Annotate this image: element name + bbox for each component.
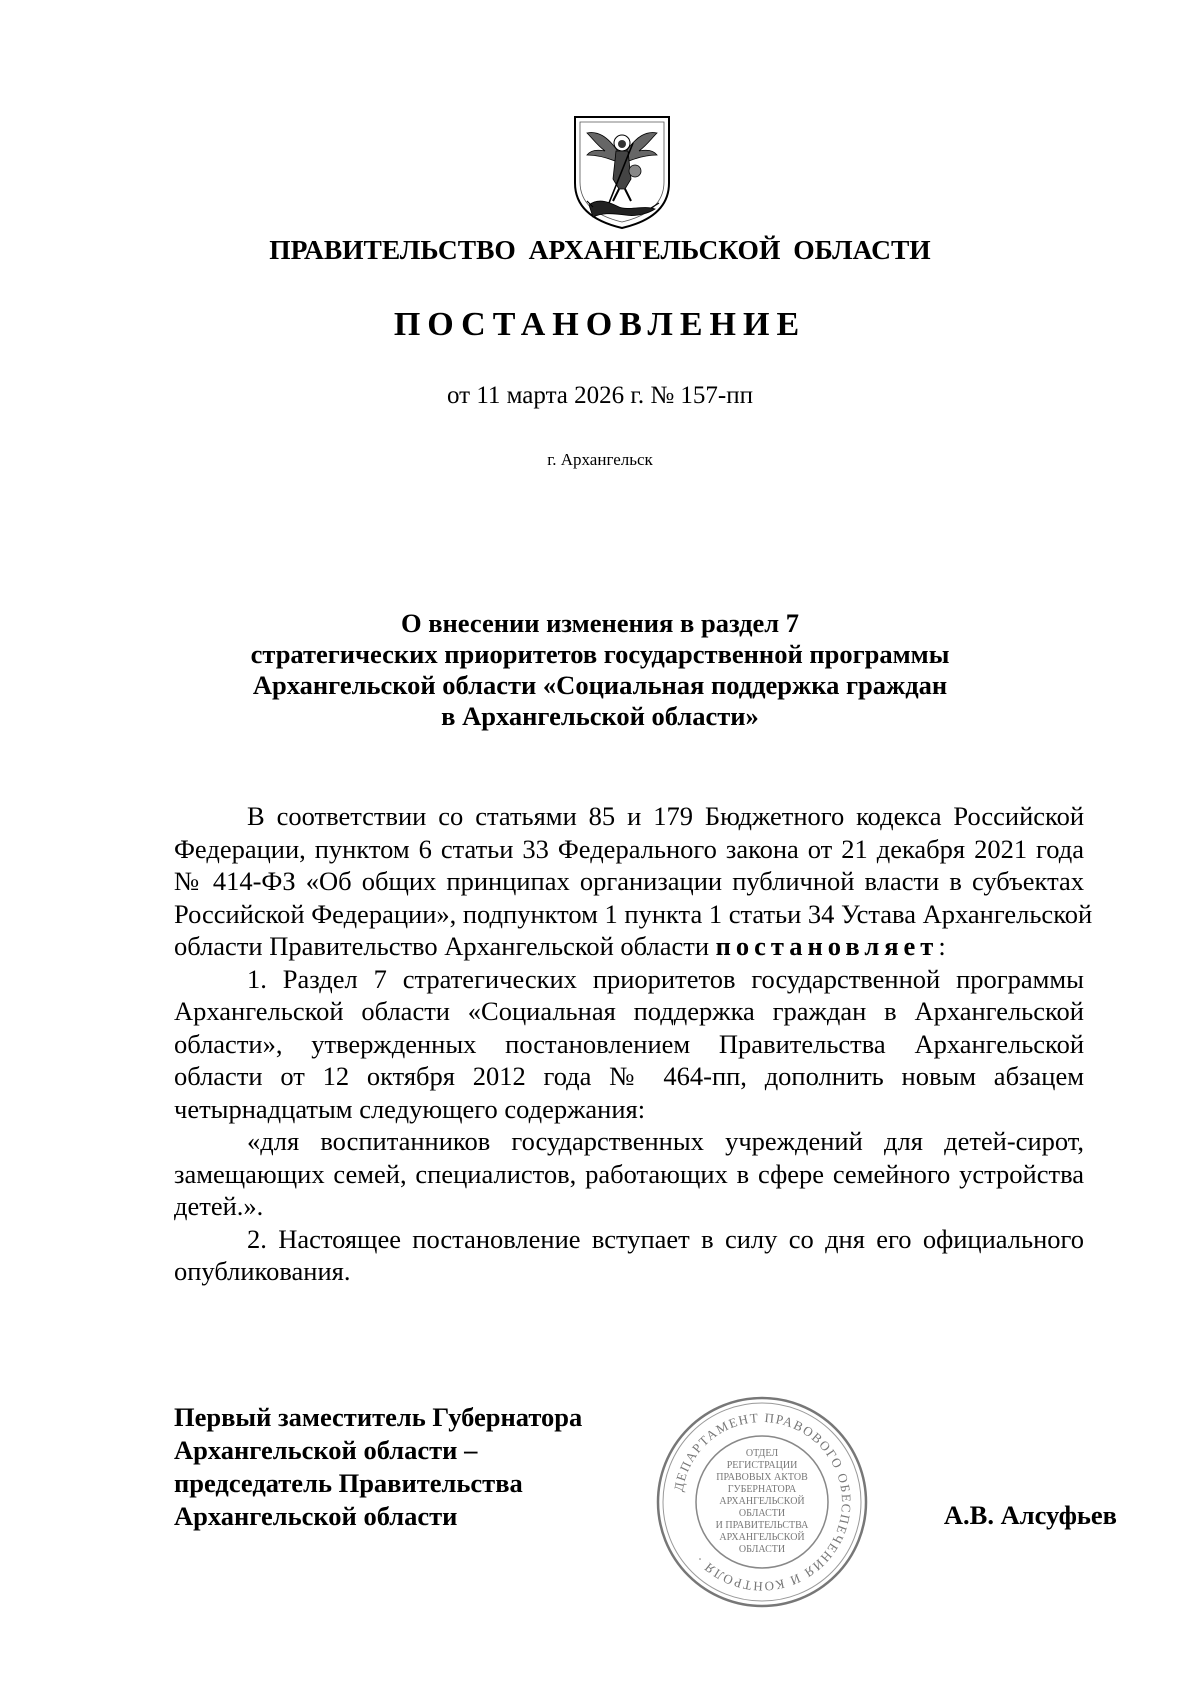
document-type-title: ПОСТАНОВЛЕНИЕ bbox=[393, 306, 807, 343]
signatory-position-line: Первый заместитель Губернатора bbox=[174, 1402, 583, 1432]
body-line: В соответствии со статьями 85 и 179 Бюджетного кодекса Российской bbox=[247, 801, 1084, 831]
body-line: Архангельской области «Социальная поддержка граждан в Архангельской bbox=[174, 996, 1084, 1026]
subject-line: Архангельской области «Социальная поддержка граждан bbox=[252, 670, 948, 700]
body-line-decree bbox=[174, 930, 1084, 963]
signatory-name: А.В. Алсуфьев bbox=[943, 1500, 1117, 1530]
body-line: четырнадцатым следующего содержания: bbox=[174, 1093, 646, 1124]
signatory-position-line: Архангельской области – bbox=[174, 1435, 478, 1465]
body-line: замещающих семей, специалистов, работающих в сфере семейного устройства bbox=[174, 1158, 1084, 1189]
svg-text:ОБЛАСТИ: ОБЛАСТИ bbox=[738, 1508, 786, 1519]
svg-text:РЕГИСТРАЦИИ: РЕГИСТРАЦИИ bbox=[726, 1460, 798, 1471]
decree-word: постановляет bbox=[715, 931, 939, 961]
document-subject bbox=[0, 608, 1200, 732]
body-line: Федерации, пунктом 6 статьи 33 Федерального закона от 21 декабря 2021 года bbox=[174, 833, 1084, 864]
body-line: 1. Раздел 7 стратегических приоритетов государственной программы bbox=[247, 963, 1084, 994]
body-line: Российской Федерации», подпунктом 1 пункта 1 статьи 34 Устава Архангельской bbox=[174, 898, 1093, 929]
svg-text:ГУБЕРНАТОРА: ГУБЕРНАТОРА bbox=[727, 1484, 797, 1495]
subject-line: стратегических приоритетов государственной программы bbox=[250, 639, 950, 669]
document-place: г. Архангельск bbox=[547, 450, 653, 469]
body-line: «для воспитанников государственных учреждений для детей-сирот, bbox=[247, 1126, 1084, 1156]
body-line: области», утвержденных постановлением Правительства Архангельской bbox=[174, 1028, 1084, 1059]
body-line: № 414-ФЗ «Об общих принципах организации публичной власти в субъектах bbox=[174, 866, 1084, 896]
decree-colon: : bbox=[938, 931, 946, 961]
body-line: детей.». bbox=[174, 1191, 264, 1221]
preamble-tail: области Правительство Архангельской области bbox=[174, 931, 716, 961]
subject-line: в Архангельской области» bbox=[441, 701, 759, 731]
official-round-seal-icon bbox=[654, 1394, 870, 1610]
svg-text:ОБЛАСТИ: ОБЛАСТИ bbox=[738, 1544, 786, 1555]
svg-text:И ПРАВИТЕЛЬСТВА: И ПРАВИТЕЛЬСТВА bbox=[715, 1520, 809, 1531]
svg-text:ПРАВОВЫХ АКТОВ: ПРАВОВЫХ АКТОВ bbox=[716, 1472, 808, 1483]
body-line: 2. Настоящее постановление вступает в силу со дня его официального bbox=[247, 1223, 1084, 1254]
body-line: области от 12 октября 2012 года № 464-пп, дополнить новым абзацем bbox=[174, 1061, 1084, 1091]
svg-text:АРХАНГЕЛЬСКОЙ: АРХАНГЕЛЬСКОЙ bbox=[719, 1532, 805, 1543]
document-date-number: от 11 марта 2026 г. № 157-пп bbox=[446, 382, 754, 409]
signatory-position-line: председатель Правительства bbox=[174, 1468, 523, 1498]
subject-line: О внесении изменения в раздел 7 bbox=[400, 608, 800, 638]
organization-title: ПРАВИТЕЛЬСТВО АРХАНГЕЛЬСКОЙ ОБЛАСТИ bbox=[269, 234, 931, 265]
body-line: опубликования. bbox=[174, 1256, 351, 1286]
svg-text:АРХАНГЕЛЬСКОЙ: АРХАНГЕЛЬСКОЙ bbox=[719, 1496, 805, 1507]
svg-text:ДЕПАРТАМЕНТ ПРАВОВОГО ОБЕСПЕЧЕ: ДЕПАРТАМЕНТ ПРАВОВОГО ОБЕСПЕЧЕНИЯ И КОНТРОЛЯ · bbox=[670, 1409, 855, 1595]
document-body bbox=[174, 800, 1093, 1288]
arkhangelsk-coat-of-arms-icon bbox=[571, 113, 673, 231]
signatory-position bbox=[174, 1401, 582, 1533]
signatory-position-line: Архангельской области bbox=[174, 1501, 458, 1531]
svg-text:ОТДЕЛ: ОТДЕЛ bbox=[745, 1448, 779, 1459]
